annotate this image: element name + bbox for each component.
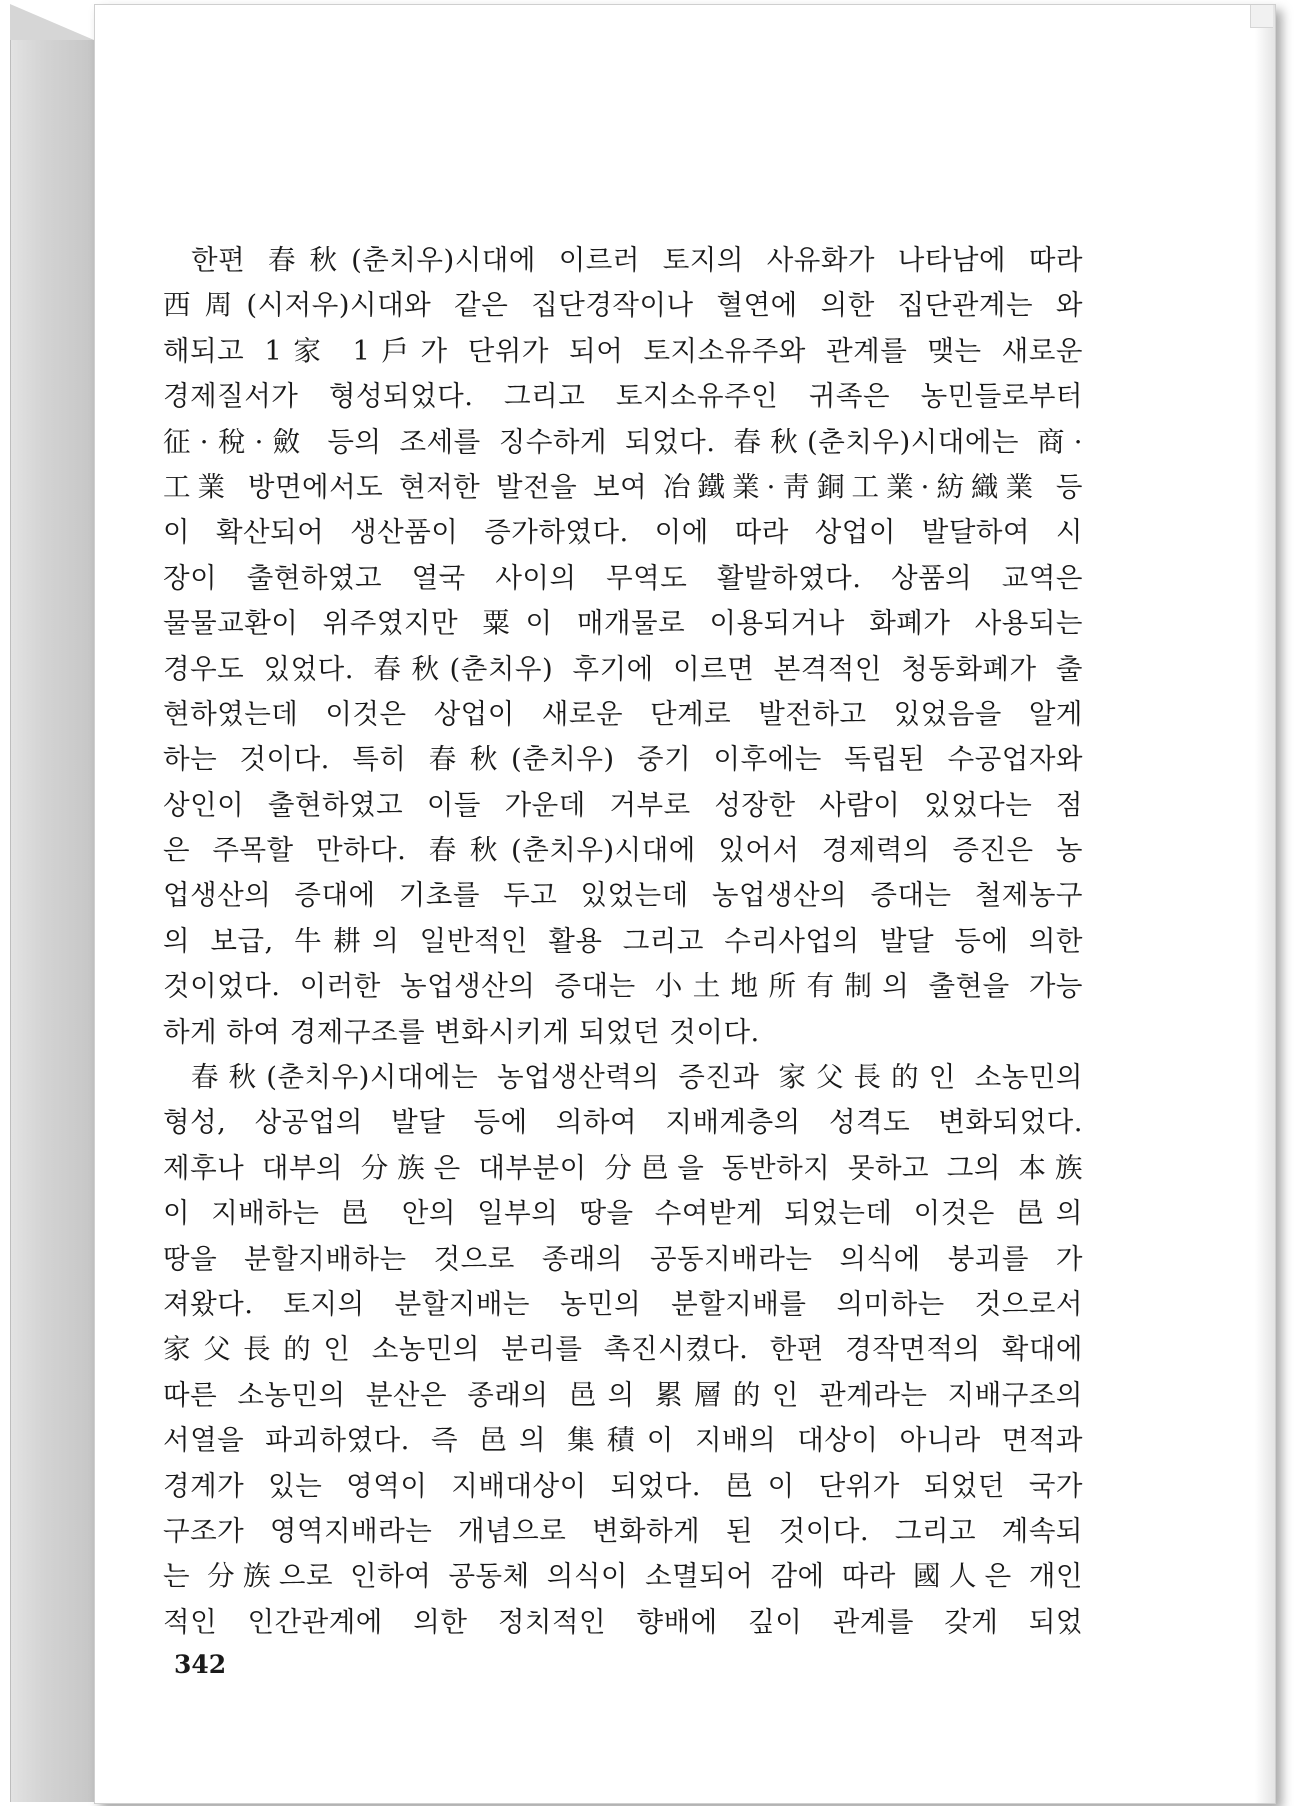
text-line: 장이 출현하였고 열국 사이의 무역도 활발하였다. 상품의 교역은	[163, 561, 1083, 594]
text-line: 의 보급, 牛耕의 일반적인 활용 그리고 수리사업의 발달 등에 의한	[163, 924, 1083, 957]
book-side-top	[10, 4, 94, 40]
book-spine	[10, 40, 95, 1802]
text-line: 한편 春秋(춘치우)시대에 이르러 토지의 사유화가 나타남에 따라	[191, 244, 1083, 276]
text-line: 적인 인간관계에 의한 정치적인 향배에 깊이 관계를 갖게 되었	[163, 1605, 1083, 1638]
text-line: 현하였는데 이것은 상업이 새로운 단계로 발전하고 있었음을 알게	[163, 697, 1083, 730]
text-line: 은 주목할 만하다. 春秋(춘치우)시대에 있어서 경제력의 증진은 농	[163, 834, 1083, 867]
text-line: 家父長的인 소농민의 분리를 촉진시켰다. 한편 경작면적의 확대에	[163, 1333, 1083, 1366]
text-line: 형성, 상공업의 발달 등에 의하여 지배계층의 성격도 변화되었다.	[163, 1106, 1083, 1139]
text-line: 이 확산되어 생산품이 증가하였다. 이에 따라 상업이 발달하여 시	[163, 516, 1083, 549]
text-line: 征·稅·斂 등의 조세를 징수하게 되었다. 春秋(춘치우)시대에는 商·	[163, 425, 1083, 458]
text-line: 는 分族으로 인하여 공동체 의식이 소멸되어 감에 따라 國人은 개인	[163, 1560, 1083, 1593]
text-line: 땅을 분할지배하는 것으로 종래의 공동지배라는 의식에 붕괴를 가	[163, 1242, 1083, 1275]
body-text	[163, 238, 1083, 1645]
text-line: 물물교환이 위주였지만 粟이 매개물로 이용되거나 화폐가 사용되는	[163, 607, 1083, 640]
text-line: 하는 것이다. 특히 春秋(춘치우) 중기 이후에는 독립된 수공업자와	[163, 743, 1083, 776]
text-line: 西周(시저우)시대와 같은 집단경작이나 혈연에 의한 집단관계는 와	[163, 289, 1083, 322]
text-line: 제후나 대부의 分族은 대부분이 分邑을 동반하지 못하고 그의 本族	[163, 1151, 1083, 1184]
text-line: 이 지배하는 邑 안의 일부의 땅을 수여받게 되었는데 이것은 邑의	[163, 1197, 1083, 1230]
page-edge-shadow	[1255, 5, 1275, 1803]
page-number: 342	[174, 1650, 227, 1679]
text-line: 工業 방면에서도 현저한 발전을 보여 冶鐵業·靑銅工業·紡織業 등	[163, 470, 1083, 503]
text-line: 경제질서가 형성되었다. 그리고 토지소유주인 귀족은 농민들로부터	[163, 380, 1083, 413]
text-line: 상인이 출현하였고 이들 가운데 거부로 성장한 사람이 있었다는 점	[163, 788, 1083, 821]
text-line: 업생산의 증대에 기초를 두고 있었는데 농업생산의 증대는 철제농구	[163, 879, 1083, 912]
text-line: 구조가 영역지배라는 개념으로 변화하게 된 것이다. 그리고 계속되	[163, 1514, 1083, 1547]
text-line: 따른 소농민의 분산은 종래의 邑의 累層的인 관계라는 지배구조의	[163, 1378, 1083, 1411]
page-corner	[1250, 5, 1273, 28]
text-line: 경우도 있었다. 春秋(춘치우) 후기에 이르면 본격적인 청동화폐가 출	[163, 652, 1083, 685]
text-line: 春秋(춘치우)시대에는 농업생산력의 증진과 家父長的인 소농민의	[191, 1061, 1083, 1094]
text-line: 서열을 파괴하였다. 즉 邑의 集積이 지배의 대상이 아니라 면적과	[163, 1424, 1083, 1457]
text-line: 하게 하여 경제구조를 변화시키게 되었던 것이다.	[163, 1015, 760, 1048]
text-line: 져왔다. 토지의 분할지배는 농민의 분할지배를 의미하는 것으로서	[163, 1287, 1083, 1320]
text-line: 경계가 있는 영역이 지배대상이 되었다. 邑이 단위가 되었던 국가	[163, 1469, 1083, 1502]
text-line: 것이었다. 이러한 농업생산의 증대는 小土地所有制의 출현을 가능	[163, 970, 1083, 1003]
text-line: 해되고 1家 1戶가 단위가 되어 토지소유주와 관계를 맺는 새로운	[163, 334, 1083, 367]
